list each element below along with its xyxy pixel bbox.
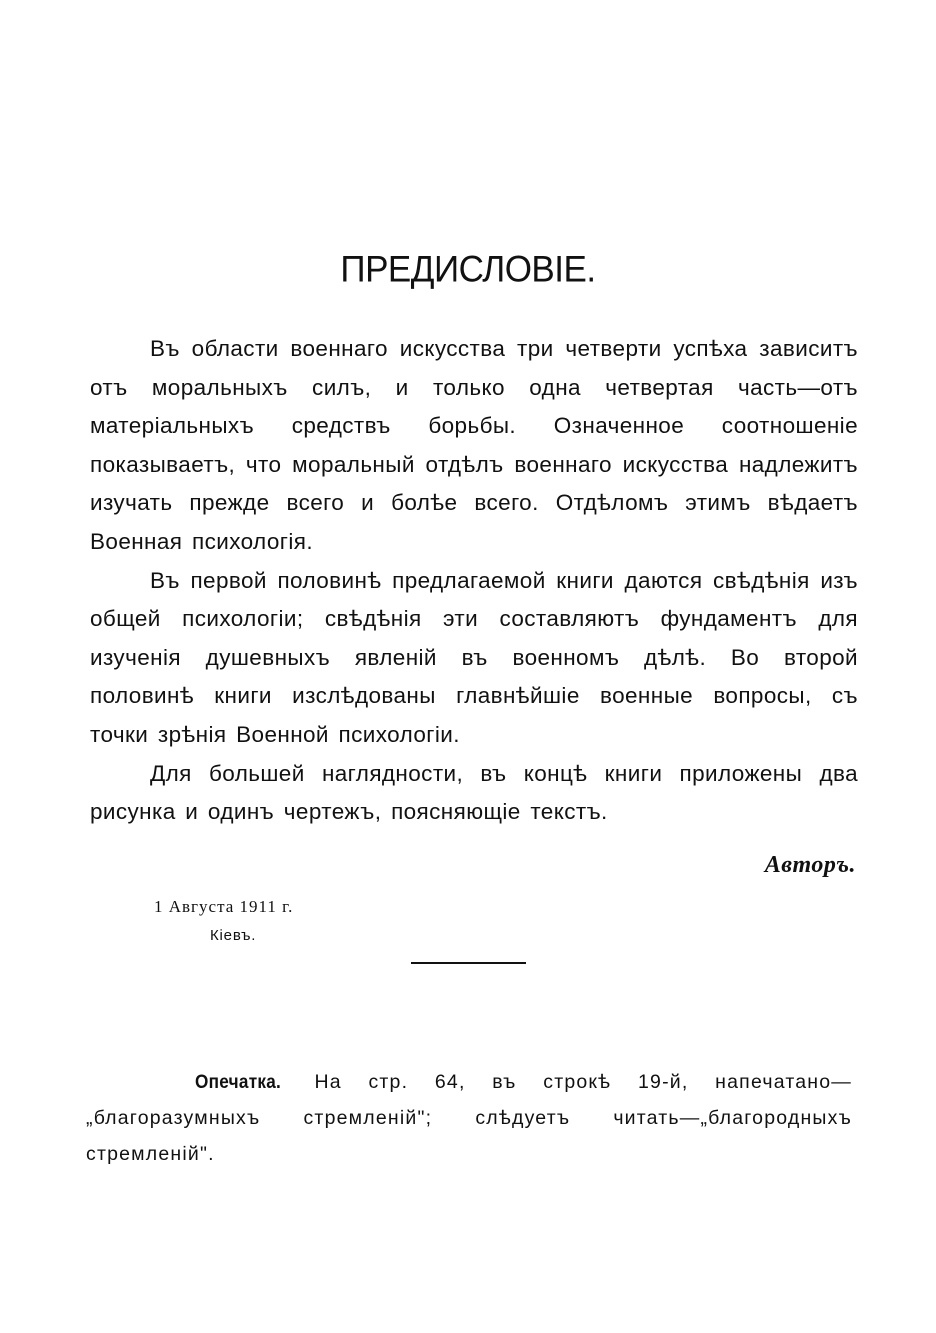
author-signature: Авторъ. xyxy=(764,852,856,878)
errata-label: Опечатка. xyxy=(195,1071,282,1093)
errata-text: На стр. 64, въ строкѣ 19-й, напечатано—„благоразумныхъ стремленій"; слѣдуетъ читать—„благородныхъ стремленій". xyxy=(86,1071,852,1165)
page-title: ПРЕДИСЛОВІЕ. xyxy=(340,249,596,290)
preface-paragraph-3: Для большей наглядности, въ концѣ книги приложены два рисунка и одинъ чертежъ, поясняющіе текстъ. xyxy=(90,760,858,825)
errata-note xyxy=(86,1064,852,1172)
preface-paragraph-1: Въ области военнаго искусства три четверти успѣха зависитъ отъ моральныхъ силъ, и только одна четвертая часть—отъ матеріальныхъ средствъ борьбы. Означенное соотношеніе показываетъ, что моральный отдѣлъ военнаго искусства надлежитъ изучать прежде всего и болѣе всего. Отдѣломъ этимъ вѣдаетъ Военная психологія. xyxy=(90,336,858,554)
preface-paragraph-2: Въ первой половинѣ предлагаемой книги даются свѣдѣнія изъ общей психологіи; свѣдѣнія эти составляютъ фундаментъ для изученія душевныхъ явленій въ военномъ дѣлѣ. Во второй половинѣ книги изслѣдованы главнѣйшіе военные вопросы, съ точки зрѣнія Военной психологіи. xyxy=(90,567,858,747)
preface-body xyxy=(90,330,858,832)
errata-paragraph xyxy=(86,1064,852,1172)
place-line: Кіевъ. xyxy=(210,927,257,944)
divider-rule xyxy=(411,962,526,964)
date-line: 1 Августа 1911 г. xyxy=(154,897,294,916)
